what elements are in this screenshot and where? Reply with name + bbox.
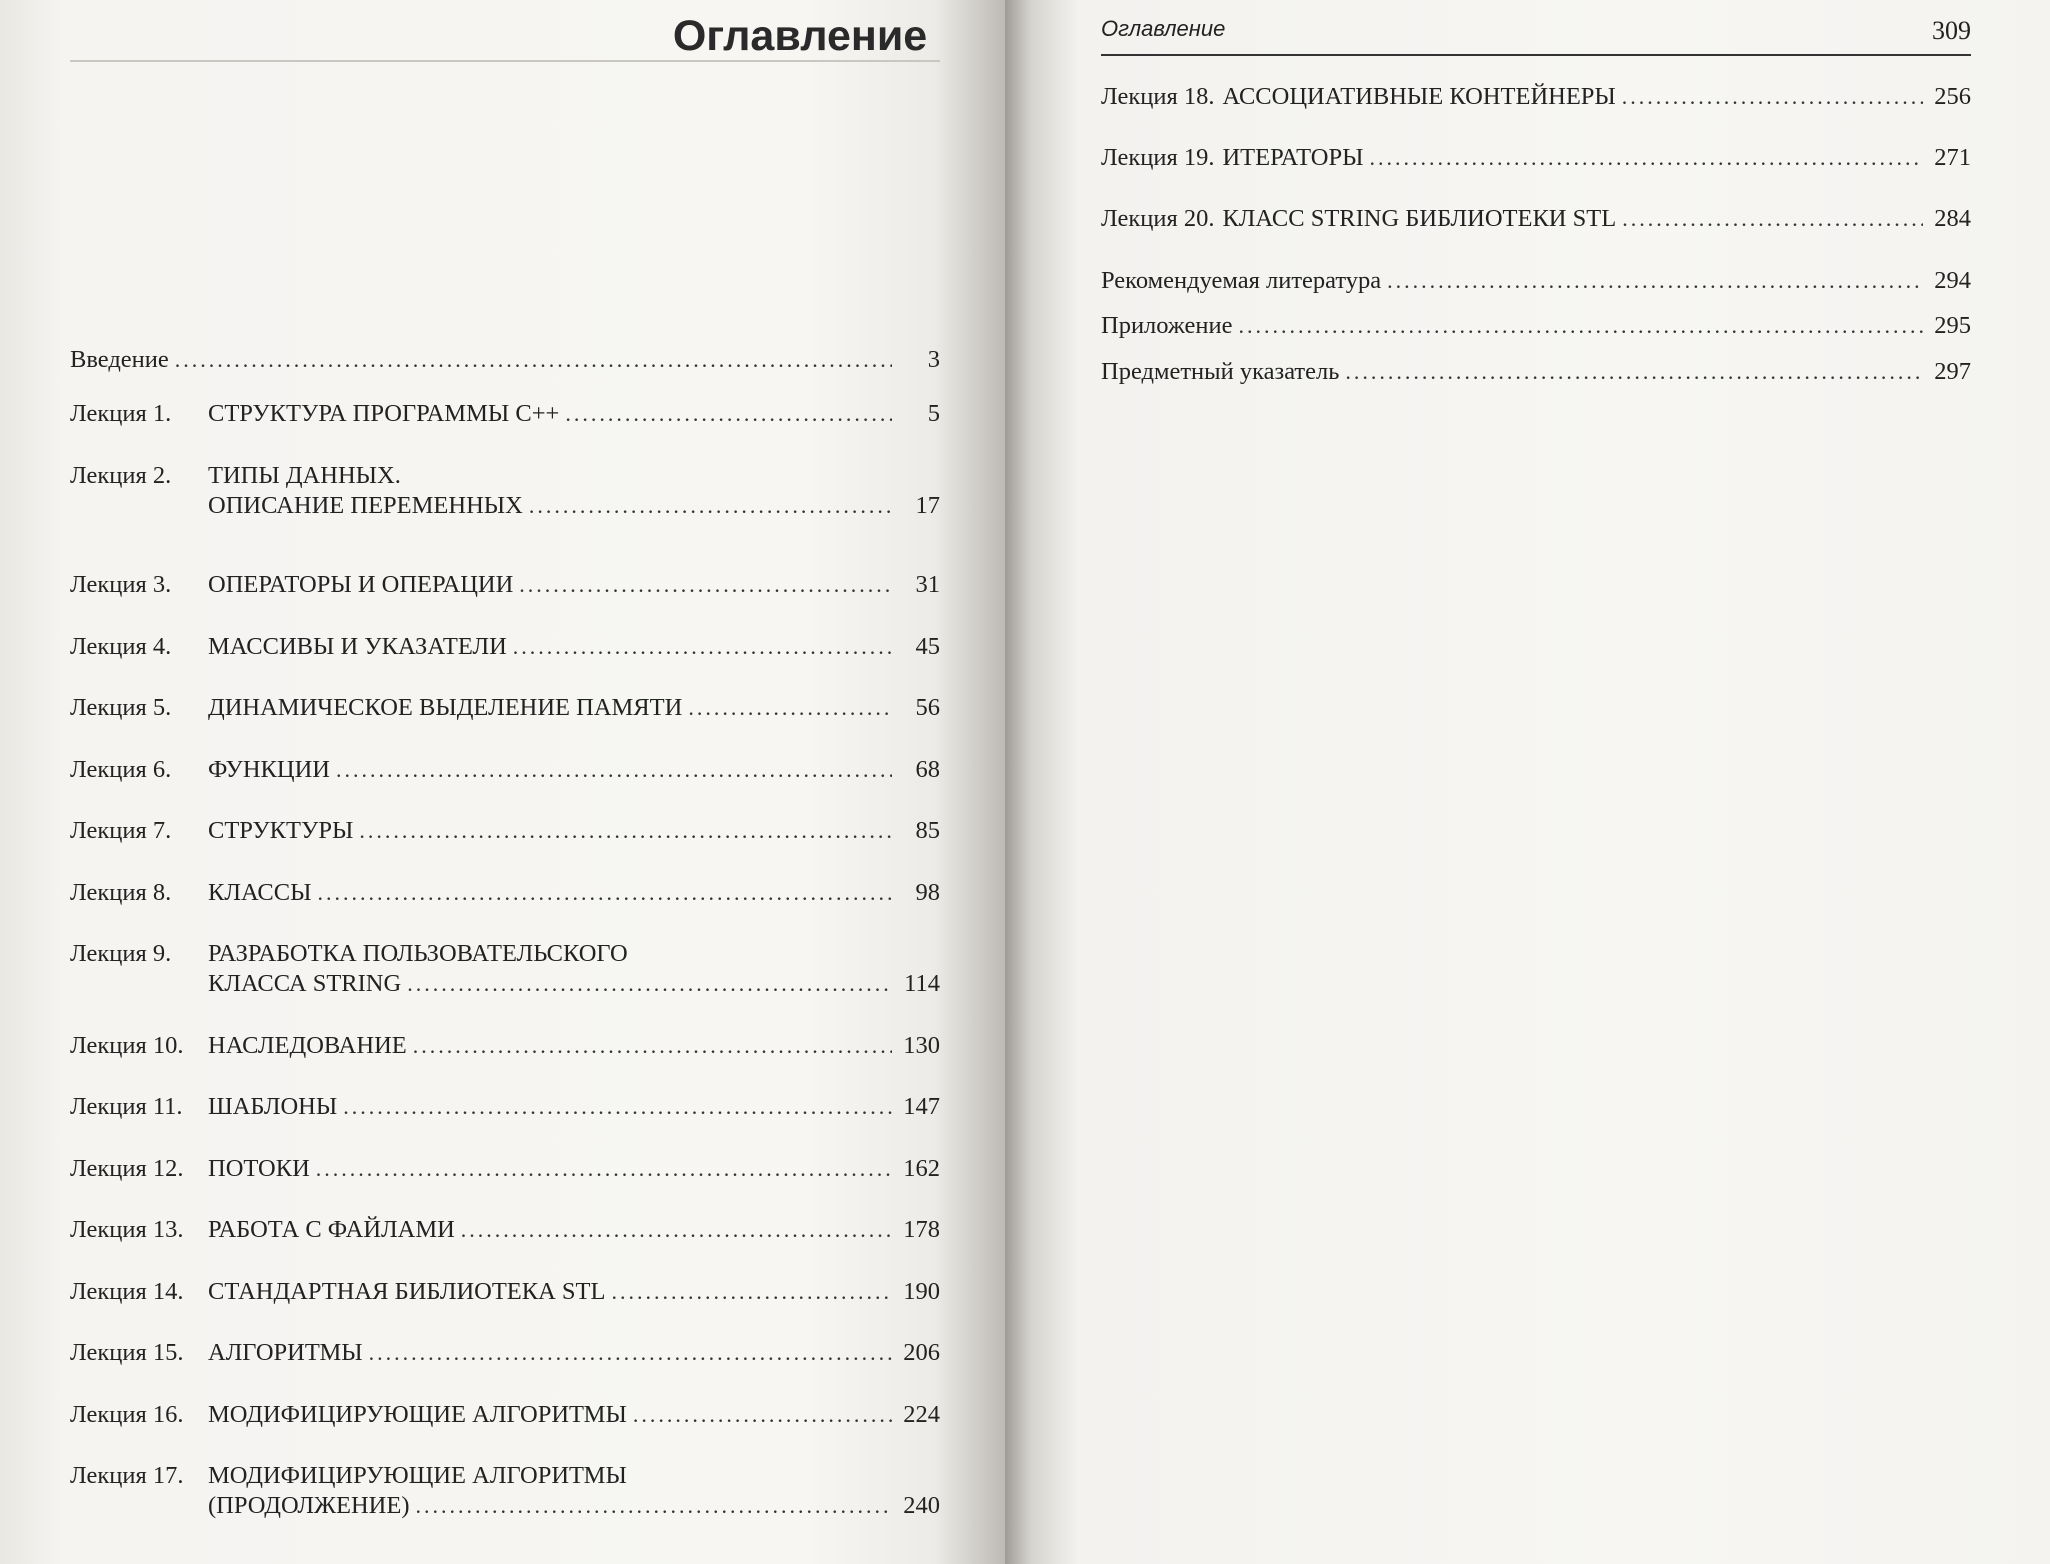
entry-number: Лекция 20. <box>1101 205 1215 232</box>
entry-number: Лекция 13. <box>70 1216 184 1243</box>
entry-number: Лекция 16. <box>70 1401 184 1428</box>
entry-page: 31 <box>915 571 940 598</box>
toc-entry-lecture-13[interactable] <box>70 1215 940 1245</box>
toc-entry-lecture-2[interactable] <box>70 461 940 521</box>
toc-entry-lecture-18[interactable] <box>1101 82 1971 112</box>
leader-dots <box>407 969 892 999</box>
entry-number: Лекция 9. <box>70 940 172 967</box>
toc-entry-lecture-8[interactable] <box>70 878 940 908</box>
leader-dots <box>1239 311 1924 341</box>
leader-dots <box>612 1277 893 1307</box>
entry-label: НАСЛЕДОВАНИЕ <box>208 1032 407 1059</box>
left-page <box>0 0 1005 1564</box>
toc-entry-appendix[interactable] <box>1101 311 1971 341</box>
entry-number: Лекция 4. <box>70 633 172 660</box>
entry-page: 271 <box>1934 144 1971 171</box>
toc-entry-references[interactable] <box>1101 266 1971 296</box>
entry-page: 206 <box>903 1339 940 1366</box>
entry-page: 130 <box>903 1032 940 1059</box>
entry-label: ТИПЫ ДАННЫХ. <box>208 462 401 489</box>
entry-label: ПОТОКИ <box>208 1155 310 1182</box>
entry-label: Предметный указатель <box>1101 358 1340 385</box>
leader-dots <box>1622 204 1923 234</box>
toc-entry-lecture-14[interactable] <box>70 1277 940 1307</box>
entry-number: Лекция 6. <box>70 756 172 783</box>
entry-page: 56 <box>915 694 940 721</box>
leader-dots <box>369 1338 892 1368</box>
entry-label: АССОЦИАТИВНЫЕ КОНТЕЙНЕРЫ <box>1222 83 1616 110</box>
toc-entry-index[interactable] <box>1101 357 1971 387</box>
entry-number: Лекция 3. <box>70 571 172 598</box>
toc-entry-lecture-12[interactable] <box>70 1154 940 1184</box>
entry-page: 114 <box>904 970 940 997</box>
entry-number: Лекция 17. <box>70 1462 184 1489</box>
toc-entry-lecture-15[interactable] <box>70 1338 940 1368</box>
toc-entry-lecture-7[interactable] <box>70 816 940 846</box>
entry-page: 3 <box>927 346 940 373</box>
entry-label: КЛАСС STRING БИБЛИОТЕКИ STL <box>1222 205 1617 232</box>
entry-page: 178 <box>903 1216 940 1243</box>
entry-page: 98 <box>915 879 940 906</box>
entry-page: 45 <box>915 633 940 660</box>
toc-entry-lecture-16[interactable] <box>70 1400 940 1430</box>
leader-dots <box>633 1400 892 1430</box>
toc-entry-lecture-11[interactable] <box>70 1092 940 1122</box>
leader-dots <box>336 755 892 785</box>
toc-entry-intro[interactable] <box>70 345 940 375</box>
entry-label: ОПЕРАТОРЫ И ОПЕРАЦИИ <box>208 571 514 598</box>
toc-title: Оглавление <box>672 12 928 60</box>
running-header <box>1101 16 1971 56</box>
leader-dots <box>359 816 892 846</box>
entry-number: Лекция 5. <box>70 694 172 721</box>
leader-dots <box>513 632 892 662</box>
entry-number: Лекция 15. <box>70 1339 184 1366</box>
entry-page: 240 <box>903 1492 940 1519</box>
entry-label: МАССИВЫ И УКАЗАТЕЛИ <box>208 633 507 660</box>
leader-dots <box>688 693 892 723</box>
entry-page: 284 <box>1934 205 1971 232</box>
entry-number: Лекция 14. <box>70 1278 184 1305</box>
toc-entry-lecture-19[interactable] <box>1101 143 1971 173</box>
toc-entry-lecture-9[interactable] <box>70 939 940 999</box>
entry-label: Рекомендуемая литература <box>1101 267 1382 294</box>
leader-dots <box>519 570 892 600</box>
entry-page: 297 <box>1934 358 1971 385</box>
entry-page: 190 <box>903 1278 940 1305</box>
entry-label: СТРУКТУРА ПРОГРАММЫ С++ <box>208 400 560 427</box>
leader-dots <box>1387 266 1923 296</box>
entry-label: ШАБЛОНЫ <box>208 1093 338 1120</box>
page-number: 309 <box>1932 16 1971 45</box>
entry-label: Приложение <box>1101 312 1233 339</box>
toc-entry-lecture-5[interactable] <box>70 693 940 723</box>
entry-label-continued: ОПИСАНИЕ ПЕРЕМЕННЫХ <box>208 492 523 519</box>
entry-number: Лекция 1. <box>70 400 172 427</box>
toc-entry-lecture-4[interactable] <box>70 632 940 662</box>
entry-page: 5 <box>927 400 940 427</box>
leader-dots <box>175 345 892 375</box>
leader-dots <box>1622 82 1923 112</box>
entry-page: 147 <box>903 1093 940 1120</box>
entry-number: Лекция 12. <box>70 1155 184 1182</box>
entry-page: 256 <box>1934 83 1971 110</box>
leader-dots <box>316 1154 892 1184</box>
leader-dots <box>461 1215 892 1245</box>
entry-page: 17 <box>915 492 940 519</box>
entry-label-continued: (ПРОДОЛЖЕНИЕ) <box>208 1492 410 1519</box>
entry-number: Лекция 2. <box>70 462 172 489</box>
leader-dots <box>413 1031 892 1061</box>
entry-number: Лекция 10. <box>70 1032 184 1059</box>
entry-label: ФУНКЦИИ <box>208 756 330 783</box>
toc-entry-lecture-10[interactable] <box>70 1031 940 1061</box>
running-title: Оглавление <box>1101 16 1226 41</box>
entry-label: ДИНАМИЧЕСКОЕ ВЫДЕЛЕНИЕ ПАМЯТИ <box>208 694 683 721</box>
leader-dots <box>1345 357 1923 387</box>
entry-label: ИТЕРАТОРЫ <box>1222 144 1364 171</box>
entry-number: Лекция 19. <box>1101 144 1215 171</box>
entry-number: Лекция 18. <box>1101 83 1215 110</box>
toc-entry-lecture-6[interactable] <box>70 755 940 785</box>
entry-page: 224 <box>903 1401 940 1428</box>
leader-dots <box>343 1092 892 1122</box>
entry-label: КЛАССЫ <box>208 879 312 906</box>
leader-dots <box>415 1491 892 1521</box>
entry-number: Лекция 11. <box>70 1093 183 1120</box>
leader-dots <box>565 399 892 429</box>
entry-page: 162 <box>903 1155 940 1182</box>
leader-dots <box>1369 143 1923 173</box>
entry-page: 294 <box>1934 267 1971 294</box>
entry-label: РАЗРАБОТКА ПОЛЬЗОВАТЕЛЬСКОГО <box>208 940 628 967</box>
entry-label: МОДИФИЦИРУЮЩИЕ АЛГОРИТМЫ <box>208 1401 627 1428</box>
entry-label: СТАНДАРТНАЯ БИБЛИОТЕКА STL <box>208 1278 606 1305</box>
entry-page: 85 <box>915 817 940 844</box>
entry-label: РАБОТА С ФАЙЛАМИ <box>208 1216 455 1243</box>
entry-page: 295 <box>1934 312 1971 339</box>
entry-label: АЛГОРИТМЫ <box>208 1339 363 1366</box>
right-page <box>1005 0 2050 1564</box>
entry-number: Лекция 7. <box>70 817 172 844</box>
entry-label: МОДИФИЦИРУЮЩИЕ АЛГОРИТМЫ <box>208 1462 627 1489</box>
leader-dots <box>529 491 892 521</box>
toc-entry-lecture-3[interactable] <box>70 570 940 600</box>
leader-dots <box>317 878 892 908</box>
toc-entry-lecture-17[interactable] <box>70 1461 940 1521</box>
entry-label: СТРУКТУРЫ <box>208 817 354 844</box>
entry-number: Лекция 8. <box>70 879 172 906</box>
toc-entry-lecture-20[interactable] <box>1101 204 1971 234</box>
entry-label-continued: КЛАССА STRING <box>208 970 402 997</box>
toc-entry-lecture-1[interactable] <box>70 399 940 429</box>
entry-page: 68 <box>915 756 940 783</box>
entry-label: Введение <box>70 346 169 373</box>
